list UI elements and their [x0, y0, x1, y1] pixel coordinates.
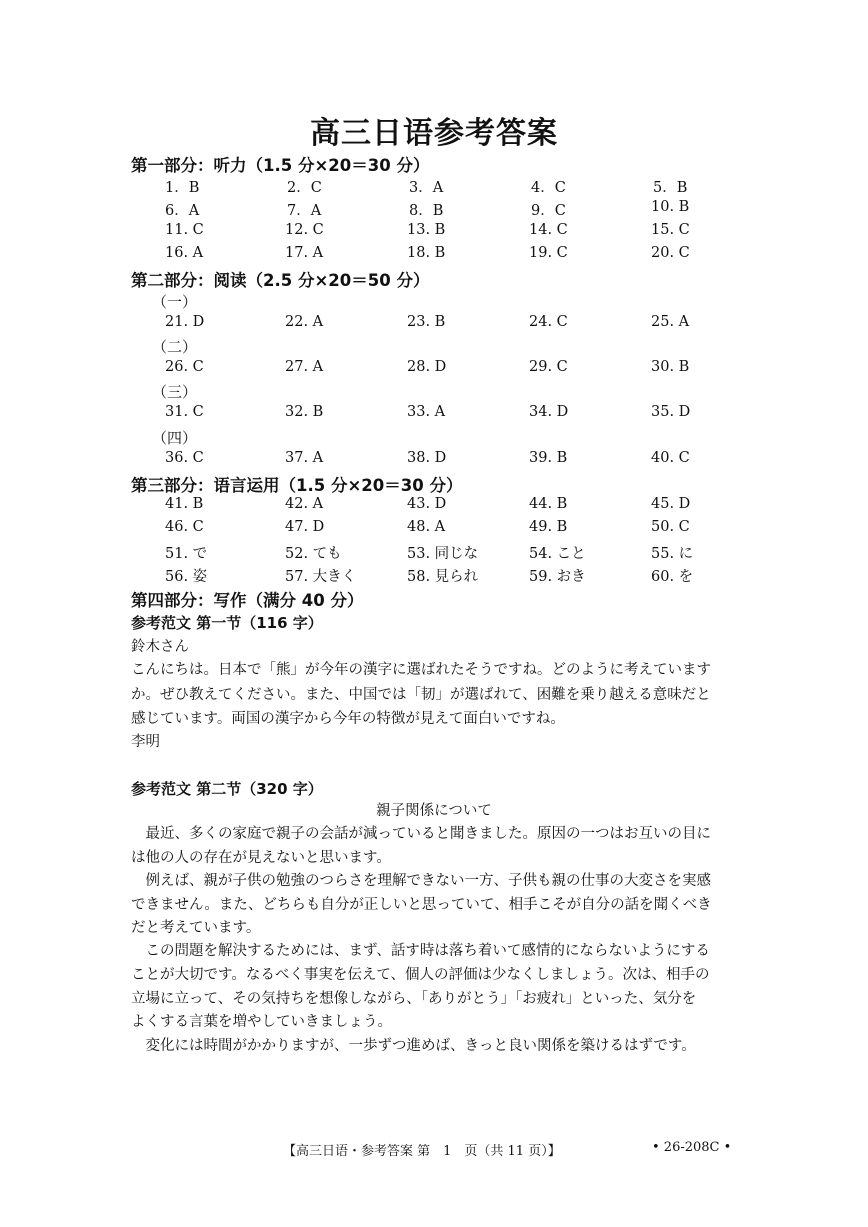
- answer-item: 35. D: [651, 404, 691, 420]
- answer-row: [0, 359, 868, 381]
- answer-item: 11. C: [165, 222, 204, 238]
- page-footer: 【高三日语・参考答案 第 1 页（共 11 页）】: [283, 1144, 561, 1159]
- answer-item: 45. D: [651, 496, 691, 512]
- answer-item: 8．B: [409, 203, 444, 219]
- answer-row: [0, 496, 868, 518]
- answer-item: 13. B: [407, 222, 446, 238]
- answer-row: [0, 314, 868, 336]
- essay-line: 最近、多くの家庭で親子の会話が減っていると聞きました。原因の一つはお互いの目に: [131, 826, 711, 842]
- answer-item: 3．A: [409, 180, 444, 196]
- sample1-line: か。ぜひ教えてください。また、中国では「韧」が選ばれて、困難を乗り越える意味だと: [131, 687, 711, 703]
- answer-item: 12. C: [285, 222, 324, 238]
- answer-item: 52. ても: [285, 546, 342, 562]
- answer-item: 48. A: [407, 519, 446, 535]
- answer-item: 4．C: [531, 180, 566, 196]
- answer-row: [0, 565, 868, 587]
- answer-item: 55. に: [651, 546, 694, 562]
- group-label: （一）: [152, 293, 198, 311]
- answer-item: 10. B: [651, 199, 690, 215]
- answer-item: 17. A: [285, 245, 324, 261]
- essay-title: 親子関係について: [376, 803, 492, 819]
- answer-item: 6．A: [165, 203, 200, 219]
- answer-item: 23. B: [407, 314, 446, 330]
- answer-item: 29. C: [529, 359, 568, 375]
- essay-line: は他の人の存在が見えないと思います。: [131, 850, 391, 866]
- answer-row: [0, 245, 868, 267]
- answer-item: 56. 姿: [165, 569, 208, 585]
- answer-item: 40. C: [651, 450, 690, 466]
- answer-item: 59. おき: [529, 569, 586, 585]
- answer-item: 51. で: [165, 546, 208, 562]
- sample1-line: こんにちは。日本で「熊」が今年の漢字に選ばれたそうですね。どのように考えています: [131, 662, 711, 678]
- sample1-line: 感じています。両国の漢字から今年の特徴が見えて面白いですね。: [131, 711, 565, 727]
- answer-item: 41. B: [165, 496, 204, 512]
- answer-item: 36. C: [165, 450, 204, 466]
- answer-row: [0, 542, 868, 564]
- answer-item: 49. B: [529, 519, 568, 535]
- sample1-heading: 参考范文 第一节（116 字）: [131, 614, 323, 632]
- answer-item: 5．B: [653, 180, 688, 196]
- answer-item: 53. 同じな: [407, 546, 479, 562]
- answer-item: 38. D: [407, 450, 447, 466]
- page-title: 高三日语参考答案: [310, 116, 558, 151]
- essay-line: 例えば、親が子供の勉強のつらさを理解できない一方、子供も親の仕事の大変さを実感: [131, 873, 711, 889]
- answer-row: [0, 199, 868, 221]
- answer-item: 54. こと: [529, 546, 586, 562]
- essay-line: ことが大切です。なるべく事実を伝えて、個人の評価は少なくしましょう。次は、相手の: [131, 967, 710, 983]
- essay-line: この問題を解決するためには、まず、話す時は落ち着いて感情的にならないようにする: [131, 943, 710, 959]
- essay-line: できません。また、どちらも自分が正しいと思っていて、相手こそが自分の話を聞くべき: [131, 897, 712, 913]
- part3-heading: 第三部分：语言运用（1.5 分×20＝30 分）: [131, 476, 463, 495]
- answer-item: 39. B: [529, 450, 568, 466]
- answer-item: 25. A: [651, 314, 690, 330]
- part1-heading: 第一部分：听力（1.5 分×20＝30 分）: [131, 156, 430, 175]
- answer-item: 22. A: [285, 314, 324, 330]
- answer-item: 46. C: [165, 519, 204, 535]
- part2-heading: 第二部分：阅读（2.5 分×20＝50 分）: [131, 271, 430, 290]
- answer-item: 37. A: [285, 450, 324, 466]
- essay-line: よくする言葉を増やしていきましょう。: [131, 1014, 392, 1030]
- answer-item: 44. B: [529, 496, 568, 512]
- answer-row: [0, 519, 868, 541]
- answer-item: 18. B: [407, 245, 446, 261]
- essay-line: だと考えています。: [131, 920, 261, 936]
- answer-item: 7．A: [287, 203, 322, 219]
- essay-line: 立場に立って、その気持ちを想像しながら、「ありがとう」「お疲れ」といった、気分を: [131, 991, 697, 1007]
- answer-item: 30. B: [651, 359, 690, 375]
- answer-item: 2．C: [287, 180, 322, 196]
- group-label: （三）: [152, 383, 198, 401]
- part4-heading: 第四部分：写作（满分 40 分）: [131, 591, 364, 610]
- answer-item: 20. C: [651, 245, 690, 261]
- answer-item: 16. A: [165, 245, 204, 261]
- answer-item: 24. C: [529, 314, 568, 330]
- answer-item: 60. を: [651, 569, 694, 585]
- answer-row: [0, 222, 868, 244]
- answer-item: 21. D: [165, 314, 205, 330]
- answer-item: 9．C: [531, 203, 566, 219]
- answer-row: [0, 450, 868, 472]
- answer-item: 26. C: [165, 359, 204, 375]
- essay-line: 変化には時間がかかりますが、一歩ずつ進めば、きっと良い関係を築けるはずです。: [131, 1038, 696, 1054]
- answer-item: 15. C: [651, 222, 690, 238]
- answer-item: 19. C: [529, 245, 568, 261]
- answer-row: [0, 176, 868, 198]
- answer-item: 33. A: [407, 404, 446, 420]
- group-label: （二）: [152, 338, 198, 356]
- answer-item: 14. C: [529, 222, 568, 238]
- answer-item: 58. 見られ: [407, 569, 479, 585]
- answer-item: 27. A: [285, 359, 324, 375]
- group-label: （四）: [152, 429, 198, 447]
- answer-item: 47. D: [285, 519, 325, 535]
- answer-item: 50. C: [651, 519, 690, 535]
- answer-row: [0, 404, 868, 426]
- sample1-line: 鈴木さん: [131, 639, 189, 655]
- answer-item: 57. 大きく: [285, 569, 357, 585]
- sample1-line: 李明: [131, 734, 160, 750]
- answer-item: 1．B: [165, 180, 200, 196]
- answer-item: 34. D: [529, 404, 569, 420]
- answer-item: 28. D: [407, 359, 447, 375]
- answer-item: 43. D: [407, 496, 447, 512]
- answer-item: 32. B: [285, 404, 324, 420]
- answer-item: 42. A: [285, 496, 324, 512]
- sample2-heading: 参考范文 第二节（320 字）: [131, 780, 323, 798]
- answer-item: 31. C: [165, 404, 204, 420]
- document-code: • 26-208C •: [652, 1140, 732, 1155]
